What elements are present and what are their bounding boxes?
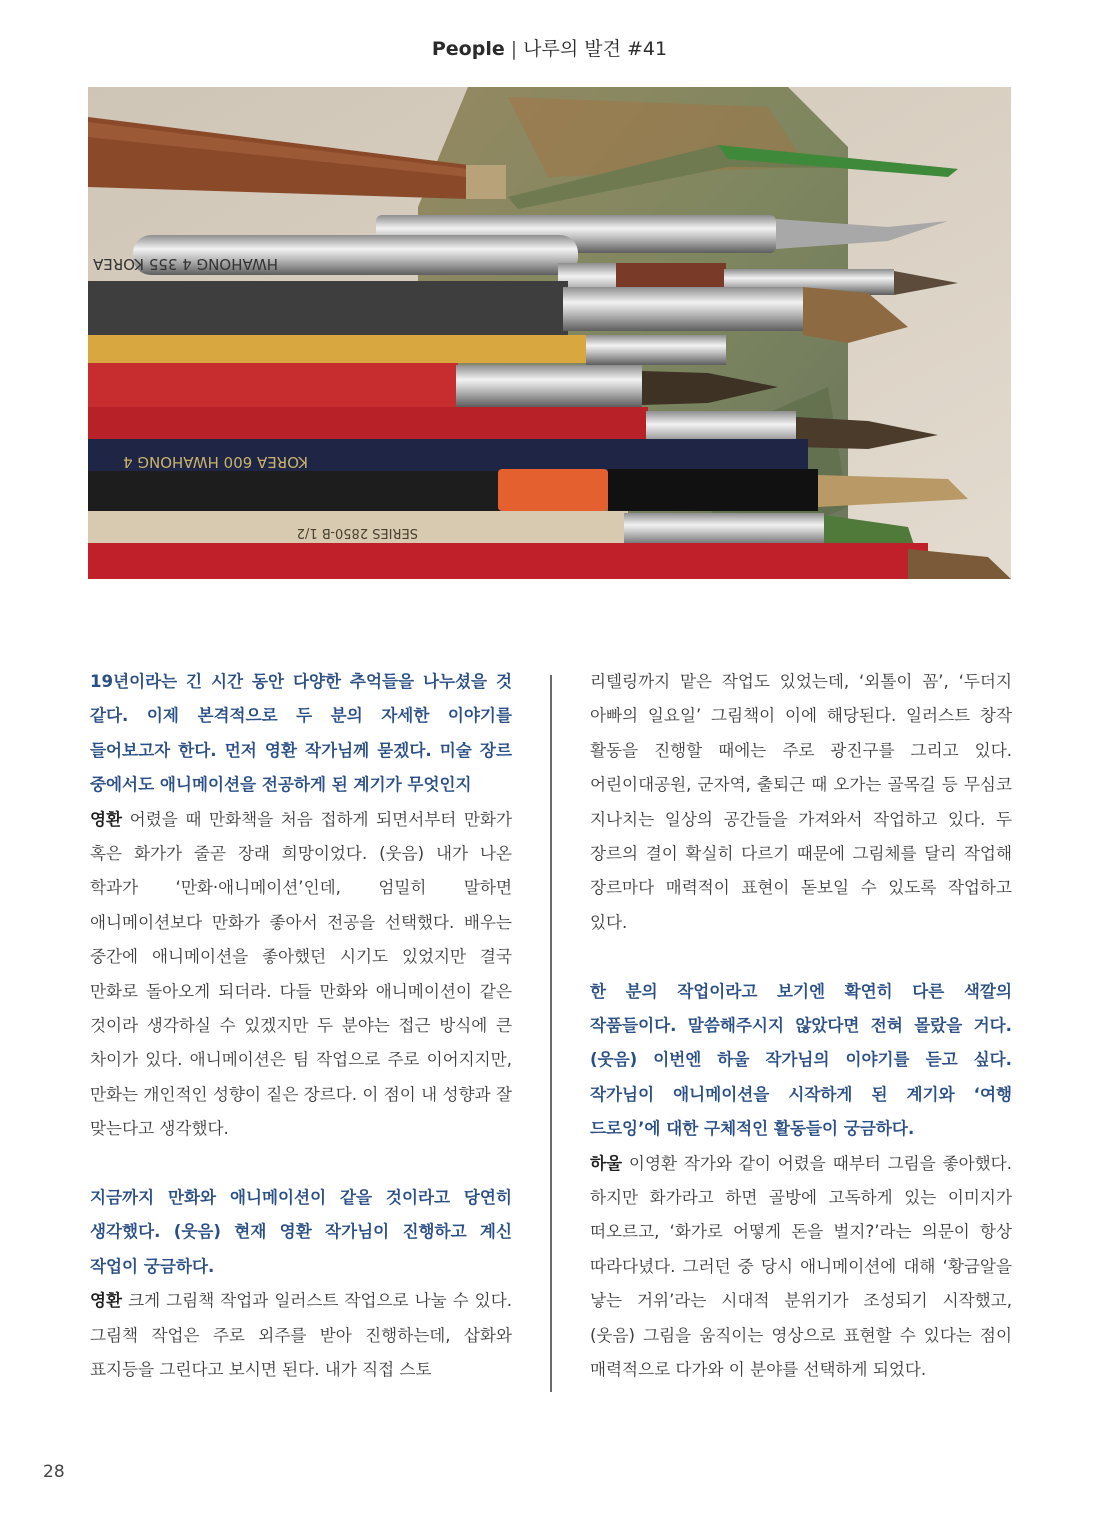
interview-answer [90, 1284, 512, 1387]
paragraph-gap [590, 940, 1012, 974]
header-separator: | [510, 38, 518, 60]
interview-answer [590, 1147, 1012, 1388]
interview-answer [90, 803, 512, 1147]
page-number: 28 [43, 1462, 65, 1482]
speaker-name: 영환 [90, 809, 123, 829]
speaker-name: 하울 [590, 1153, 623, 1173]
column-divider [550, 675, 552, 1392]
brush-label-3: SERIES 2850-B 1/2 [296, 525, 418, 540]
brush-label-1: HWAHONG 4 355 KOREA [93, 255, 278, 273]
interview-question: 한 분의 작업이라고 보기엔 확연히 다른 색깔의 작품들이다. 말씀해주시지 않았다면 전혀 몰랐을 거다. (웃음) 이번엔 하울 작가님의 이야기를 듣고 싶다. 작가님이 애니메이션을 시작하게 된 계기와 ‘여행 드로잉’에 대한 구체적인 활동들이 궁금하다. [590, 981, 1012, 1139]
page-header [0, 34, 1099, 61]
speaker-name: 영환 [90, 1291, 123, 1311]
answer-text: 어렸을 때 만화책을 처음 접하게 되면서부터 만화가 혹은 화가가 줄곧 장래 희망이었다. (웃음) 내가 나온 학과가 ‘만화·애니메이션’인데, 엄밀히 말하면 애니메이션보다 만화가 좋아서 전공을 선택했다. 배우는 중간에 애니메이션을 좋아했던 시기도 있었지만 결국 만화로 돌아오게 되더라. 다들 만화와 애니메이션이 같은 것이라 생각하실 수 있겠지만 두 분야는 접근 방식에 큰 차이가 있다. 애니메이션은 팀 작업으로 주로 이어지지만, 만화는 개인적인 성향이 짙은 장르다. 이 점이 내 성향과 잘 맞는다고 생각했다. [90, 809, 512, 1139]
paintbrushes-photo [88, 87, 1011, 579]
answer-text: 크게 그림책 작업과 일러스트 작업으로 나눌 수 있다. 그림책 작업은 주로 외주를 받아 진행하는데, 삽화와 표지등을 그린다고 보시면 된다. 내가 직접 스토 [90, 1291, 512, 1380]
interview-question: 지금까지 만화와 애니메이션이 같을 것이라고 당연히 생각했다. (웃음) 현재 영환 작가님이 진행하고 계신 작업이 궁금하다. [90, 1188, 512, 1276]
answer-text: 이영환 작가와 같이 어렸을 때부터 그림을 좋아했다. 하지만 화가라고 하면 골방에 고독하게 있는 이미지가 떠오르고, ‘화가로 어떻게 돈을 벌지?’라는 의문이 항상 따라다녔다. 그러던 중 당시 애니메이션에 대해 ‘황금알을 낳는 거위’라는 시대적 분위기가 조성되기 시작했고, (웃음) 그림을 움직이는 영상으로 표현할 수 있다는 점이 매력적으로 다가와 이 분야를 선택하게 되었다. [590, 1153, 1012, 1380]
article-column-right [590, 665, 1012, 1388]
interview-answer-continued: 리텔링까지 맡은 작업도 있었는데, ‘외톨이 꼼’, ‘두더지 아빠의 일요일’ 그림책이 이에 해당된다. 일러스트 창작 활동을 진행할 때에는 주로 광진구를 그리고 있다. 어린이대공원, 군자역, 출퇴근 때 오가는 골목길 등 무심코 지나치는 일상의 공간들을 가져와서 작업하고 있다. 두 장르의 결이 확실히 다르기 때문에 그림체를 달리 작업해 장르마다 매력적이 표현이 돋보일 수 있도록 작업하고 있다. [590, 672, 1012, 932]
section-title: People [431, 38, 505, 60]
article-column-left [90, 665, 512, 1388]
brush-label-2: KOREA 600 HWAHONG 4 [123, 453, 308, 471]
paragraph-gap [90, 1147, 512, 1181]
series-title: 나루의 발견 #41 [523, 38, 668, 60]
interview-question: 19년이라는 긴 시간 동안 다양한 추억들을 나누셨을 것 같다. 이제 본격적으로 두 분의 자세한 이야기를 들어보고자 한다. 먼저 영환 작가님께 묻겠다. 미술 장르 중에서도 애니메이션을 전공하게 된 계기가 무엇인지 [90, 672, 512, 795]
